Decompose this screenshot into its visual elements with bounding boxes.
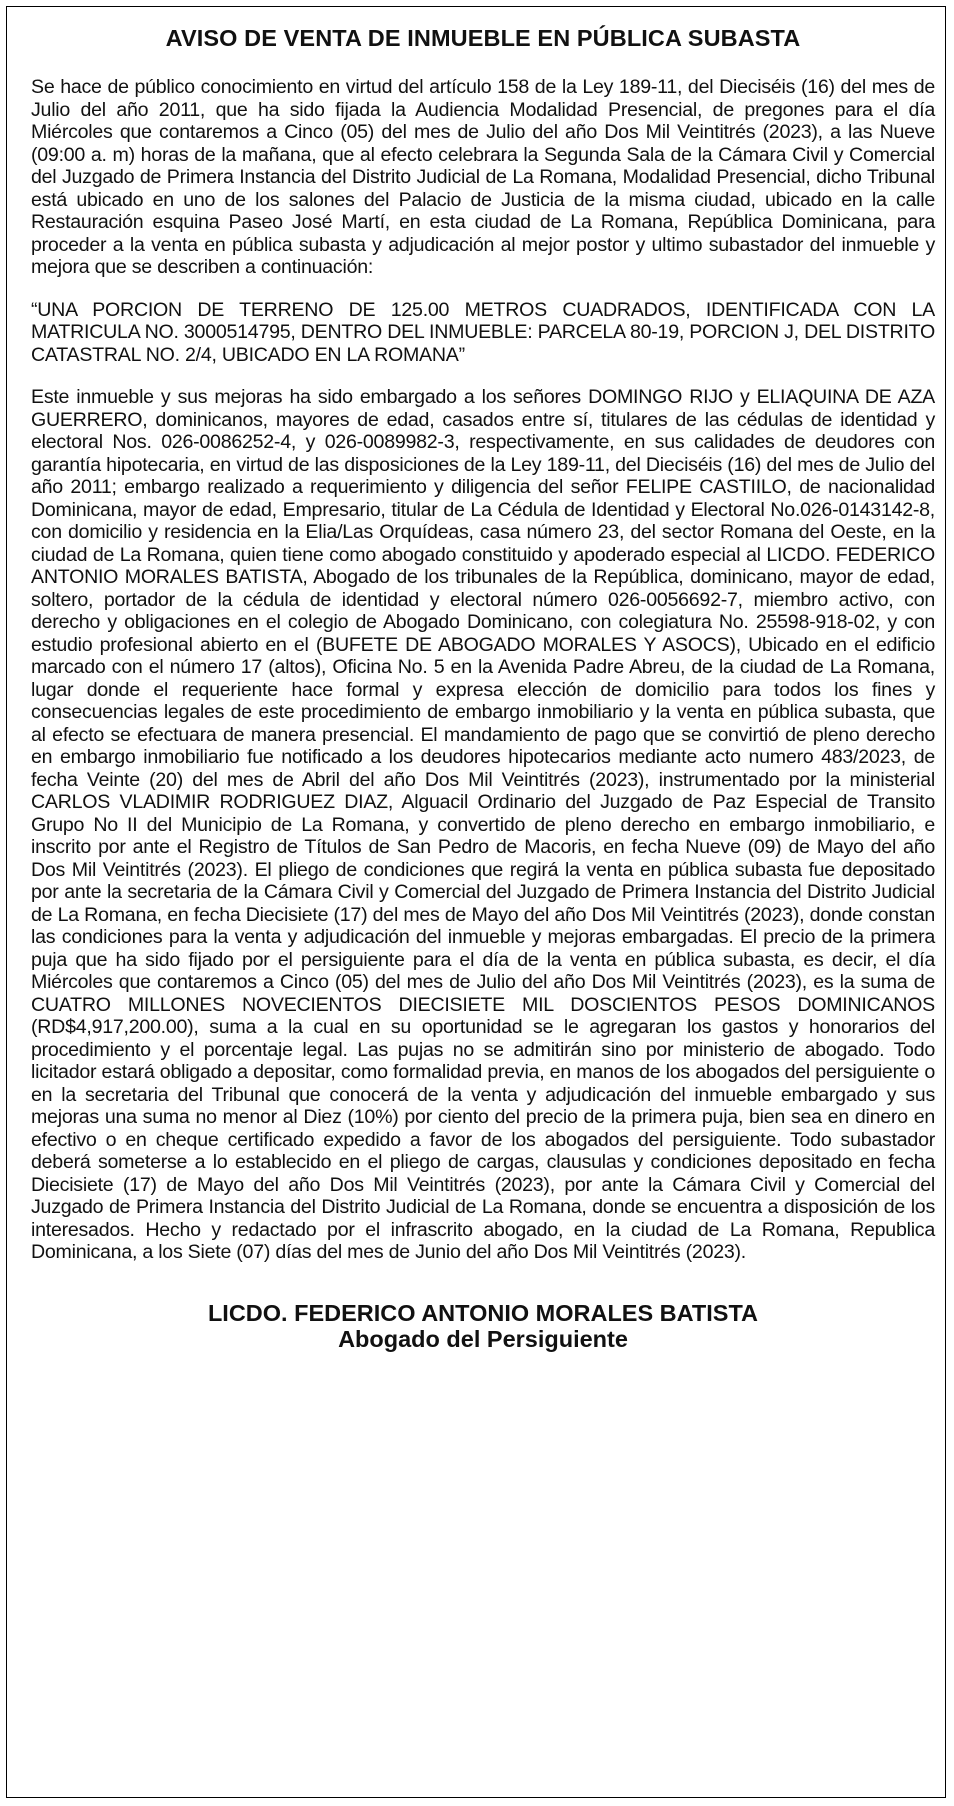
legal-notice (6, 6, 946, 1798)
signature-block (31, 1300, 935, 1352)
intro-paragraph: Se hace de público conocimiento en virtud del artículo 158 de la Ley 189-11, del Dieciséis (16) del mes de Julio del año 2011, que ha sido fijada la Audiencia Modalidad Presencial, de pregones para el día Miércoles que contaremos a Cinco (05) del mes de Julio del año Dos Mil Veintitrés (2023), a las Nueve (09:00 a. m) horas de la mañana, que al efecto celebrara la Segunda Sala de la Cámara Civil y Comercial del Juzgado de Primera Instancia del Distrito Judicial de La Romana, Modalidad Presencial, dicho Tribunal está ubicado en uno de los salones del Palacio de Justicia de la misma ciudad, ubicado en la calle Restauración esquina Paseo José Martí, en esta ciudad de La Romana, República Dominicana, para proceder a la venta en pública subasta y adjudicación al mejor postor y ultimo subastador del inmueble y mejora que se describen a continuación: (31, 76, 935, 278)
notice-title: AVISO DE VENTA DE INMUEBLE EN PÚBLICA SUBASTA (165, 25, 801, 51)
signature-role: Abogado del Persiguiente (338, 1325, 628, 1352)
paragraph-spacer (31, 279, 935, 299)
property-description: “UNA PORCION DE TERRENO DE 125.00 METROS CUADRADOS, IDENTIFICADA CON LA MATRICULA NO. 3000514795, DENTRO DEL INMUEBLE: PARCELA 80-19, PORCION J, DEL DISTRITO CATASTRAL NO. 2/4, UBICADO EN LA ROMANA” (31, 298, 935, 366)
signature-name: LICDO. FEDERICO ANTONIO MORALES BATISTA (207, 1299, 759, 1326)
paragraph-spacer (31, 366, 935, 386)
body-paragraph: Este inmueble y sus mejoras ha sido embargado a los señores DOMINGO RIJO y ELIAQUINA DE AZA GUERRERO, dominicanos, mayores de edad, casados entre sí, titulares de las cédulas de identidad y electoral Nos. 026-0086252-4, y 026-0089982-3, respectivamente, en sus calidades de deudores con garantía hipotecaria, en virtud de las disposiciones de la Ley 189-11, del Dieciséis (16) del mes de Julio del año 2011; embargo realizado a requerimiento y diligencia del señor FELIPE CASTIILO, de nacionalidad Dominicana, mayor de edad, Empresario, titular de La Cédula de Identidad y Electoral No.026-0143142-8, con domicilio y residencia en la Elia/Las Orquídeas, casa número 23, del sector Romana del Oeste, en la ciudad de La Romana, quien tiene como abogado constituido y apoderado especial al LICDO. FEDERICO ANTONIO MORALES BATISTA, Abogado de los tribunales de la República, dominicano, mayor de edad, soltero, portador de la cédula de identidad y electoral número 026-0056692-7, miembro activo, con derecho y obligaciones en el colegio de Abogado Dominicano, con colegiatura No. 25598-918-02, y con estudio profesional abierto en el (BUFETE DE ABOGADO MORALES Y ASOCS), Ubicado en el edificio marcado con el número 17 (altos), Oficina No. 5 en la Avenida Padre Abreu, de la ciudad de La Romana, lugar donde el requeriente hace formal y expresa elección de domicilio para todos los fines y consecuencias legales de este procedimiento de embargo inmobiliario y la venta en pública subasta, que al efecto se efectuara de manera presencial. El mandamiento de pago que se convirtió de pleno derecho en embargo inmobiliario fue notificado a los deudores hipotecarios mediante acto numero 483/2023, de fecha Veinte (20) del mes de Abril del año Dos Mil Veintitrés (2023), instrumentado por la ministerial CARLOS VLADIMIR RODRIGUEZ DIAZ, Alguacil Ordinario del Juzgado de Paz Especial de Transito Grupo No II del Municipio de La Romana, y convertido de pleno derecho en embargo inmobiliario, e inscrito por ante el Registro de Títulos de San Pedro de Macoris, en fecha Nueve (09) de Mayo del año Dos Mil Veintitrés (2023). El pliego de condiciones que regirá la venta en pública subasta fue depositado por ante la secretaria de la Cámara Civil y Comercial del Juzgado de Primera Instancia del Distrito Judicial de La Romana, en fecha Diecisiete (17) del mes de Mayo del año Dos Mil Veintitrés (2023), donde constan las condiciones para la venta y adjudicación del inmueble y mejoras embargadas. El precio de la primera puja que ha sido fijado por el persiguiente para el día de la venta en pública subasta, es decir, el día Miércoles que contaremos a Cinco (05) del mes de Julio del año Dos Mil Veintitrés (2023), es la suma de CUATRO MILLONES NOVECIENTOS DIECISIETE MIL DOSCIENTOS PESOS DOMINICANOS (RD$4,917,200.00), suma a la cual en su oportunidad se le agregaran los gastos y honorarios del procedimiento y el porcentaje legal. Las pujas no se admitirán sino por ministerio de abogado. Todo licitador estará obligado a depositar, como formalidad previa, en manos de los abogados del persiguiente o en la secretaria del Tribunal que conocerá de la venta y adjudicación del inmueble embargado y sus mejoras una suma no menor al Diez (10%) por ciento del precio de la primera puja, bien sea en dinero en efectivo o en cheque certificado expedido a favor de los abogados del persiguiente. Todo subastador deberá someterse a lo establecido en el pliego de cargas, clausulas y condiciones depositado en fecha Diecisiete (17) de Mayo del año Dos Mil Veintitrés (2023), por ante la Cámara Civil y Comercial del Juzgado de Primera Instancia del Distrito Judicial de La Romana, donde se encuentra a disposición de los interesados. Hecho y redactado por el infrascrito abogado, en la ciudad de La Romana, Republica Dominicana, a los Siete (07) días del mes de Junio del año Dos Mil Veintitrés (2023). (31, 386, 935, 1263)
